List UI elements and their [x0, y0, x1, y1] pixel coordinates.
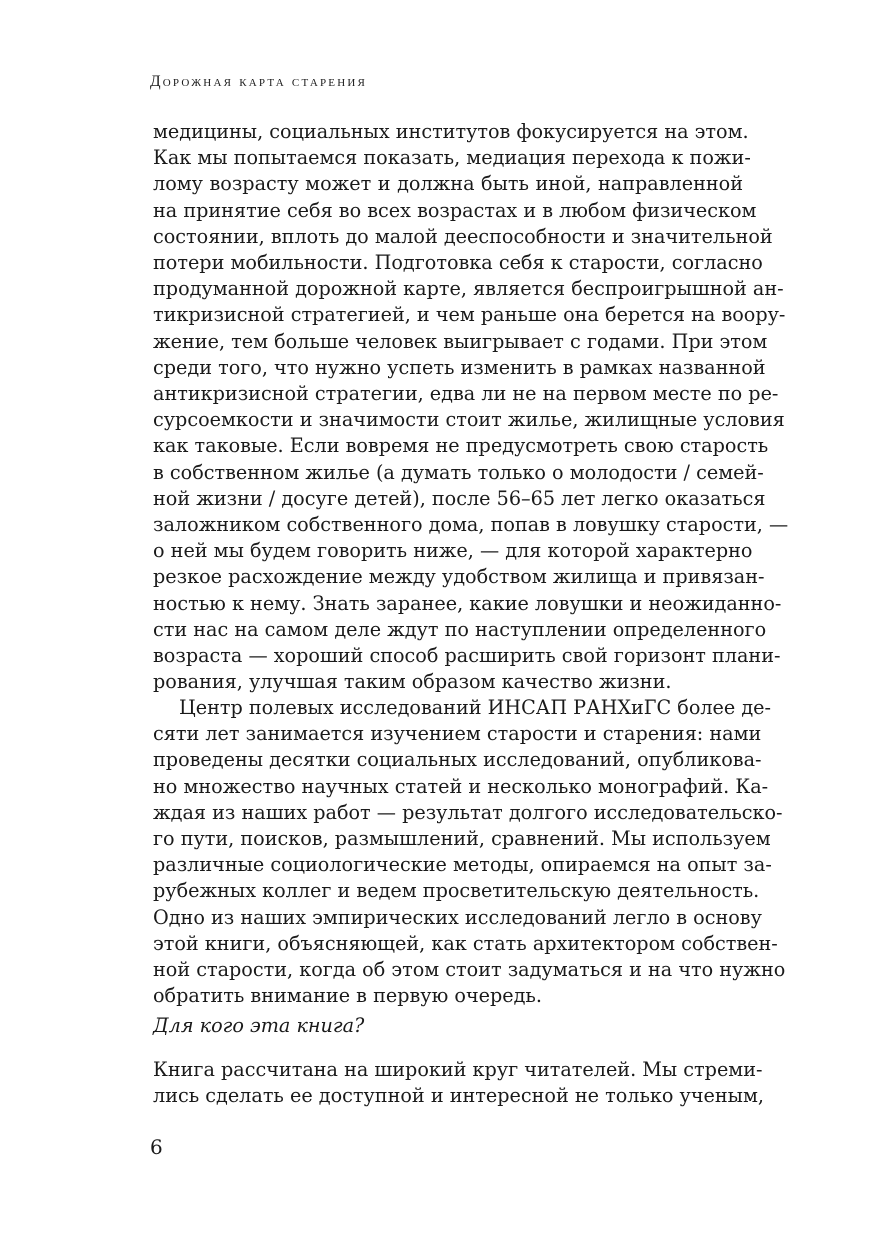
- text-line: ждая из наших работ — результат долгого исследовательско-: [153, 800, 783, 824]
- page-number: 6: [150, 1135, 163, 1159]
- text-line: обратить внимание в первую очередь.: [153, 984, 542, 1008]
- text-line: заложником собственного дома, попав в ловушку старости, —: [153, 513, 789, 537]
- text-line: возраста — хороший способ расширить свой горизонт плани-: [153, 644, 781, 668]
- text-line: медицины, социальных институтов фокусируется на этом.: [153, 120, 749, 143]
- text-line: сяти лет занимается изучением старости и старения: нами: [153, 722, 762, 746]
- text-line: Книга рассчитана на широкий круг читателей. Мы стреми-: [153, 1058, 763, 1081]
- text-line: состоянии, вплоть до малой дееспособности и значительной: [153, 224, 773, 248]
- text-line: но множество научных статей и несколько монографий. Ка-: [153, 774, 769, 798]
- text-line: ной жизни / досуге детей), после 56–65 лет легко оказаться: [153, 486, 766, 510]
- text-line: среди того, что нужно успеть изменить в рамках названной: [153, 355, 766, 379]
- section-heading: Для кого эта книга?: [153, 1014, 365, 1037]
- text-line: тикризисной стратегией, и чем раньше она берется на воору-: [153, 303, 786, 327]
- paragraph-3: [153, 1057, 764, 1109]
- text-line: жение, тем больше человек выигрывает с годами. При этом: [153, 329, 768, 353]
- text-line: этой книги, объясняющей, как стать архитектором собствен-: [153, 931, 778, 955]
- text-line: рубежных коллег и ведем просветительскую деятельность.: [153, 879, 760, 903]
- text-line: продуманной дорожной карте, является беспроигрышной ан-: [153, 277, 784, 301]
- running-head: Дорожная карта старения: [150, 73, 368, 90]
- text-line: ной старости, когда об этом стоит задуматься и на что нужно: [153, 958, 786, 982]
- text-line: Одно из наших эмпирических исследований легло в основу: [153, 905, 762, 929]
- text-line: о ней мы будем говорить ниже, — для которой характерно: [153, 539, 753, 563]
- text-line: резкое расхождение между удобством жилища и привязан-: [153, 565, 765, 589]
- text-line: Как мы попытаемся показать, медиация перехода к пожи-: [153, 146, 751, 170]
- text-line: рования, улучшая таким образом качество жизни.: [153, 670, 672, 694]
- text-line: как таковые. Если вовремя не предусмотреть свою старость: [153, 434, 769, 458]
- text-line: на принятие себя во всех возрастах и в любом физическом: [153, 198, 757, 222]
- text-line: потери мобильности. Подготовка себя к старости, согласно: [153, 251, 763, 275]
- text-line: ностью к нему. Знать заранее, какие ловушки и неожиданно-: [153, 591, 782, 615]
- text-line: в собственном жилье (а думать только о молодости / семей-: [153, 460, 764, 484]
- text-line: различные социологические методы, опираемся на опыт за-: [153, 853, 772, 877]
- text-line: лому возрасту может и должна быть иной, направленной: [153, 172, 743, 196]
- text-line: антикризисной стратегии, едва ли не на первом месте по ре-: [153, 382, 779, 406]
- paragraph-2: [153, 695, 786, 1009]
- text-line: сти нас на самом деле ждут по наступлении определенного: [153, 617, 767, 641]
- text-line: проведены десятки социальных исследований, опубликова-: [153, 748, 762, 772]
- text-line: го пути, поисков, размышлений, сравнений. Мы используем: [153, 827, 771, 851]
- text-line: сурсоемкости и значимости стоит жилье, жилищные условия: [153, 408, 785, 432]
- paragraph-1: [153, 119, 789, 695]
- text-line: Центр полевых исследований ИНСАП РАНХиГС более де-: [179, 696, 772, 719]
- text-line: лись сделать ее доступной и интересной не только ученым,: [153, 1084, 764, 1108]
